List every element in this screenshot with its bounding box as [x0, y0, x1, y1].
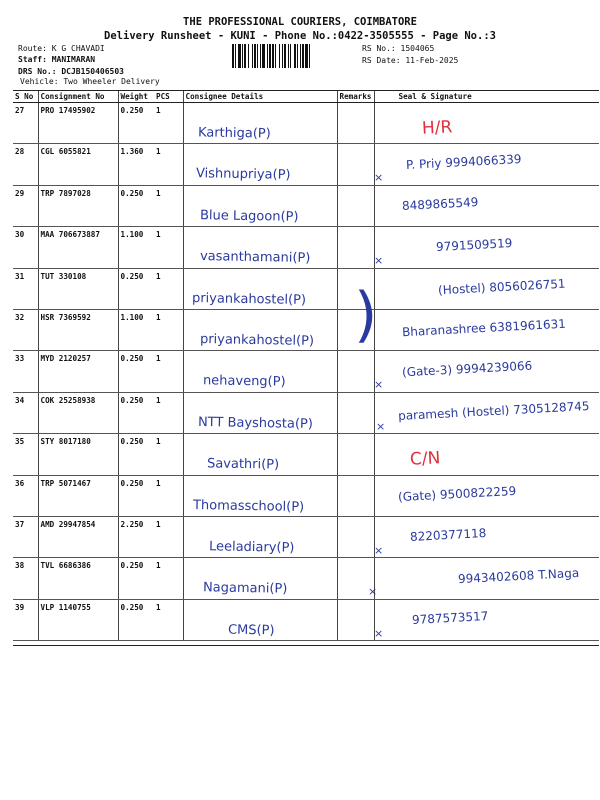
row-remarks-cell — [337, 144, 374, 185]
table-row — [13, 516, 599, 557]
row-remarks-cell — [337, 351, 374, 392]
row-consignment: PRO 17495902 — [38, 103, 118, 144]
cross-mark-icon: × — [374, 254, 384, 268]
row-sno: 29 — [13, 185, 38, 226]
table-row — [13, 558, 599, 599]
row-weight: 0.250 — [118, 351, 154, 392]
signature-handwriting: 9787573517 — [411, 608, 489, 627]
row-remarks-cell — [337, 516, 374, 557]
row-sno: 38 — [13, 558, 38, 599]
table-row — [13, 103, 599, 144]
row-remarks-cell — [337, 434, 374, 475]
row-pcs: 1 — [154, 475, 183, 516]
signature-handwriting: (Hostel) 8056026751 — [437, 276, 566, 297]
row-pcs: 1 — [154, 309, 183, 350]
row-consignee-cell — [183, 144, 337, 185]
row-seal-cell — [374, 103, 599, 144]
consignee-handwriting: Vishnupriya(P) — [195, 166, 291, 184]
signature-handwriting: 9943402608 T.Naga — [457, 566, 580, 587]
consignee-handwriting: CMS(P) — [227, 622, 275, 639]
row-consignment: TRP 7897028 — [38, 185, 118, 226]
runsheet-table — [13, 90, 599, 641]
row-weight: 0.250 — [118, 558, 154, 599]
row-sno: 31 — [13, 268, 38, 309]
row-seal-cell — [374, 516, 599, 557]
consignee-handwriting: Karthiga(P) — [197, 125, 271, 142]
consignee-handwriting: Thomasschool(P) — [192, 497, 305, 515]
consignee-handwriting: priyankahostel(P) — [199, 332, 315, 349]
row-seal-cell — [374, 227, 599, 268]
route-line: Route: K G CHAVADI — [18, 44, 105, 53]
col-weight: Weight — [118, 91, 154, 103]
row-consignee-cell — [183, 599, 337, 640]
row-weight: 1.100 — [118, 309, 154, 350]
row-pcs: 1 — [154, 392, 183, 433]
row-remarks-cell — [337, 392, 374, 433]
company-title: THE PROFESSIONAL COURIERS, COIMBATORE — [183, 16, 417, 28]
col-consignee: Consignee Details — [183, 91, 337, 103]
table-row — [13, 434, 599, 475]
row-consignee-cell — [183, 268, 337, 309]
table-row — [13, 268, 599, 309]
row-seal-cell — [374, 144, 599, 185]
row-seal-cell — [374, 434, 599, 475]
row-seal-cell — [374, 309, 599, 350]
row-weight: 0.250 — [118, 268, 154, 309]
table-row — [13, 144, 599, 185]
row-sno: 39 — [13, 599, 38, 640]
row-remarks-cell — [337, 103, 374, 144]
row-pcs: 1 — [154, 185, 183, 226]
row-consignment: TVL 6686386 — [38, 558, 118, 599]
consignee-handwriting: Nagamani(P) — [202, 580, 288, 598]
table-row — [13, 227, 599, 268]
signature-handwriting: paramesh (Hostel) 7305128745 — [397, 398, 590, 423]
row-sno: 37 — [13, 516, 38, 557]
row-consignment: HSR 7369592 — [38, 309, 118, 350]
table-row — [13, 599, 599, 640]
staff-line: Staff: MANIMARAN — [18, 55, 96, 64]
table-row — [13, 392, 599, 433]
row-seal-cell — [374, 599, 599, 640]
signature-handwriting: 8489865549 — [401, 194, 479, 213]
signature-handwriting: P. Priy 9994066339 — [405, 152, 522, 173]
consignee-handwriting: nehaveng(P) — [202, 373, 286, 391]
consignee-handwriting: vasanthamani(P) — [199, 249, 311, 267]
row-pcs: 1 — [154, 351, 183, 392]
row-consignee-cell — [183, 392, 337, 433]
col-seal: Seal & Signature — [374, 91, 599, 103]
row-consignee-cell — [183, 103, 337, 144]
cross-mark-icon: × — [374, 378, 384, 392]
barcode-icon — [232, 44, 352, 68]
rs-date-line: RS Date: 11-Feb-2025 — [362, 56, 459, 65]
row-consignee-cell — [183, 434, 337, 475]
row-remarks-cell — [337, 599, 374, 640]
row-consignee-cell — [183, 351, 337, 392]
row-pcs: 1 — [154, 434, 183, 475]
signature-handwriting: 8220377118 — [409, 526, 487, 544]
row-weight: 0.250 — [118, 392, 154, 433]
cross-mark-icon: × — [374, 171, 384, 185]
row-seal-cell — [374, 185, 599, 226]
cross-mark-icon: × — [374, 544, 384, 557]
row-pcs: 1 — [154, 268, 183, 309]
row-consignment: AMD 29947854 — [38, 516, 118, 557]
row-seal-cell — [374, 351, 599, 392]
row-consignment: COK 25258938 — [38, 392, 118, 433]
row-pcs: 1 — [154, 144, 183, 185]
signature-handwriting: C/N — [409, 448, 441, 470]
consignee-handwriting: Blue Lagoon(P) — [199, 207, 299, 225]
row-weight: 1.360 — [118, 144, 154, 185]
row-sno: 35 — [13, 434, 38, 475]
row-weight: 0.250 — [118, 599, 154, 640]
row-consignment: STY 8017180 — [38, 434, 118, 475]
row-consignment: TUT 330108 — [38, 268, 118, 309]
row-sno: 36 — [13, 475, 38, 516]
row-sno: 32 — [13, 309, 38, 350]
signature-handwriting: (Gate-3) 9994239066 — [401, 358, 533, 380]
row-pcs: 1 — [154, 227, 183, 268]
consignee-handwriting: Leeladiary(P) — [208, 539, 295, 556]
row-weight: 0.250 — [118, 434, 154, 475]
consignee-handwriting: Savathri(P) — [206, 456, 280, 473]
row-remarks-cell — [337, 475, 374, 516]
row-pcs: 1 — [154, 599, 183, 640]
row-sno: 28 — [13, 144, 38, 185]
row-consignment: CGL 6055821 — [38, 144, 118, 185]
consignee-handwriting: priyankahostel(P) — [191, 290, 307, 308]
cross-mark-icon: × — [374, 626, 384, 640]
row-consignment: VLP 1140755 — [38, 599, 118, 640]
row-remarks-cell — [337, 227, 374, 268]
row-seal-cell — [374, 475, 599, 516]
table-row — [13, 475, 599, 516]
row-weight: 0.250 — [118, 475, 154, 516]
row-remarks-cell — [337, 185, 374, 226]
col-consignment: Consignment No — [38, 91, 118, 103]
row-consignee-cell — [183, 475, 337, 516]
row-seal-cell — [374, 268, 599, 309]
table-row — [13, 309, 599, 350]
row-consignee-cell — [183, 227, 337, 268]
cross-mark-icon: × — [376, 419, 386, 433]
signature-handwriting: H/R — [421, 117, 453, 139]
table-row — [13, 185, 599, 226]
cross-mark-icon: × — [368, 585, 378, 599]
brace-icon: ) — [354, 280, 378, 350]
runsheet-subtitle: Delivery Runsheet - KUNI - Phone No.:0422-3505555 - Page No.:3 — [104, 30, 496, 42]
table-bottom-rule — [13, 645, 599, 646]
row-consignee-cell — [183, 516, 337, 557]
vehicle-line: Vehicle: Two Wheeler Delivery — [20, 77, 160, 86]
row-sno: 34 — [13, 392, 38, 433]
row-sno: 30 — [13, 227, 38, 268]
row-sno: 33 — [13, 351, 38, 392]
row-pcs: 1 — [154, 516, 183, 557]
row-pcs: 1 — [154, 558, 183, 599]
col-sno: S No — [13, 91, 38, 103]
consignee-handwriting: NTT Bayshosta(P) — [197, 414, 313, 432]
table-header — [13, 91, 599, 103]
rs-no-line: RS No.: 1504065 — [362, 44, 435, 53]
col-pcs: PCS — [154, 91, 183, 103]
row-weight: 2.250 — [118, 516, 154, 557]
row-consignment: MYD 2120257 — [38, 351, 118, 392]
row-consignee-cell — [183, 185, 337, 226]
row-consignment: TRP 5071467 — [38, 475, 118, 516]
row-pcs: 1 — [154, 103, 183, 144]
row-weight: 0.250 — [118, 185, 154, 226]
col-remarks: Remarks — [337, 91, 374, 103]
row-consignee-cell — [183, 309, 337, 350]
signature-handwriting: (Gate) 9500822259 — [397, 483, 517, 504]
signature-handwriting: Bharanashree 6381961631 — [401, 316, 567, 340]
row-seal-cell — [374, 558, 599, 599]
row-weight: 0.250 — [118, 103, 154, 144]
drs-line: DRS No.: DCJB150406503 — [18, 67, 124, 76]
signature-handwriting: 9791509519 — [435, 236, 513, 255]
row-weight: 1.100 — [118, 227, 154, 268]
row-consignee-cell — [183, 558, 337, 599]
row-seal-cell — [374, 392, 599, 433]
row-sno: 27 — [13, 103, 38, 144]
table-row — [13, 351, 599, 392]
row-consignment: MAA 706673887 — [38, 227, 118, 268]
